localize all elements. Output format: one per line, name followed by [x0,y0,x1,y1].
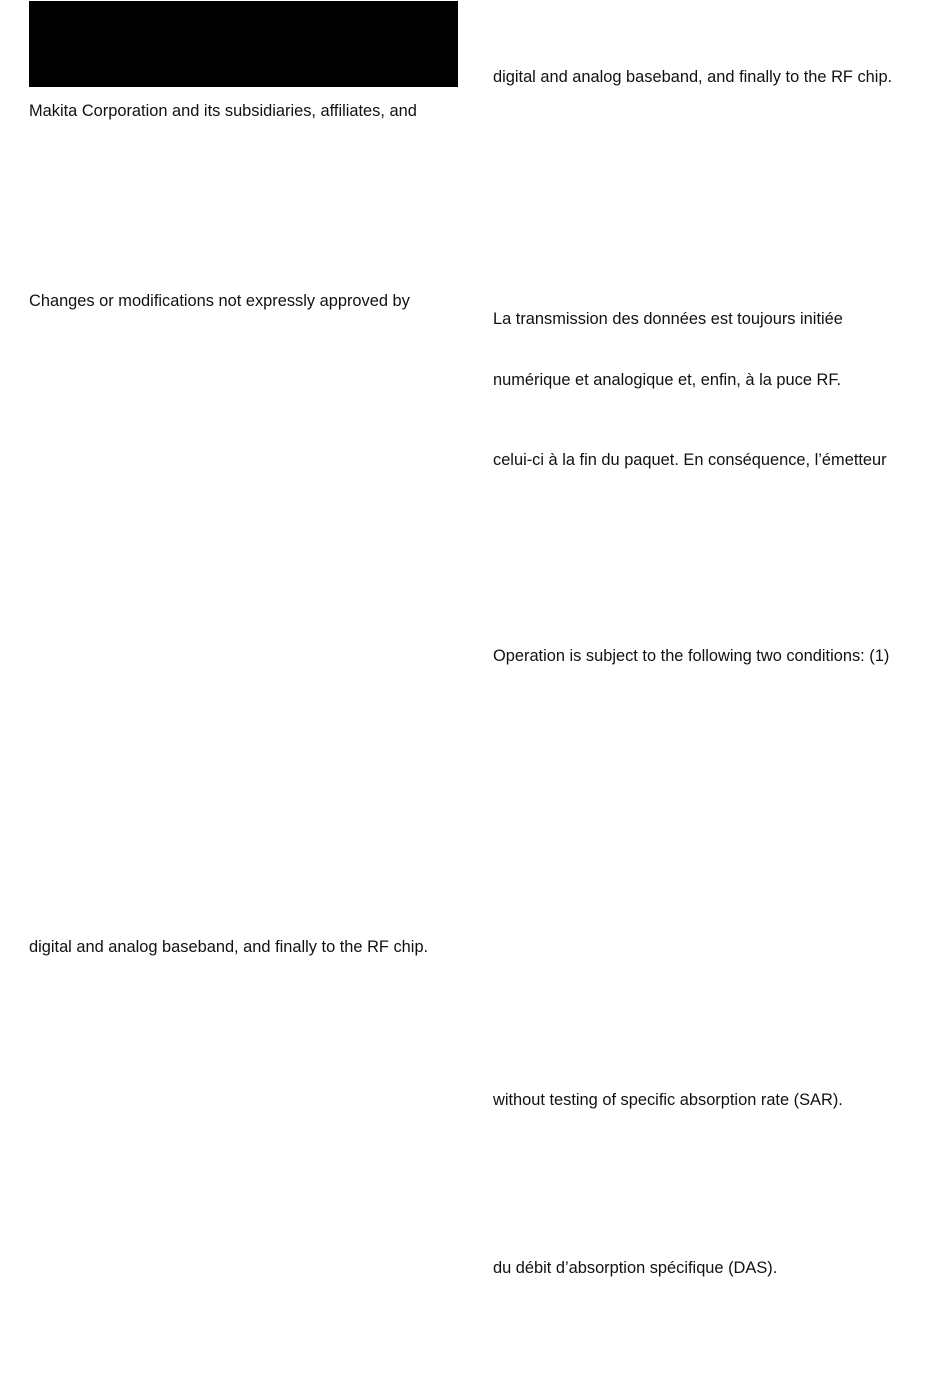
left-text-line-1: Makita Corporation and its subsidiaries, affiliates, and [29,102,417,120]
right-text-line-6: without testing of specific absorption rate (SAR). [493,1091,843,1109]
right-text-line-3: numérique et analogique et, enfin, à la puce RF. [493,371,842,389]
left-text-line-3: digital and analog baseband, and finally to the RF chip. [29,938,429,956]
redacted-header-block [29,1,458,87]
right-text-line-1: digital and analog baseband, and finally to the RF chip. [493,68,893,86]
right-text-line-2: La transmission des données est toujours initiée [493,310,843,328]
right-text-line-4: celui-ci à la fin du paquet. En conséquence, l’émetteur [493,451,887,469]
right-text-line-5: Operation is subject to the following two conditions: (1) [493,647,890,665]
left-text-line-2: Changes or modifications not expressly approved by [29,292,410,310]
right-text-line-7: du débit d’absorption spécifique (DAS). [493,1259,778,1277]
